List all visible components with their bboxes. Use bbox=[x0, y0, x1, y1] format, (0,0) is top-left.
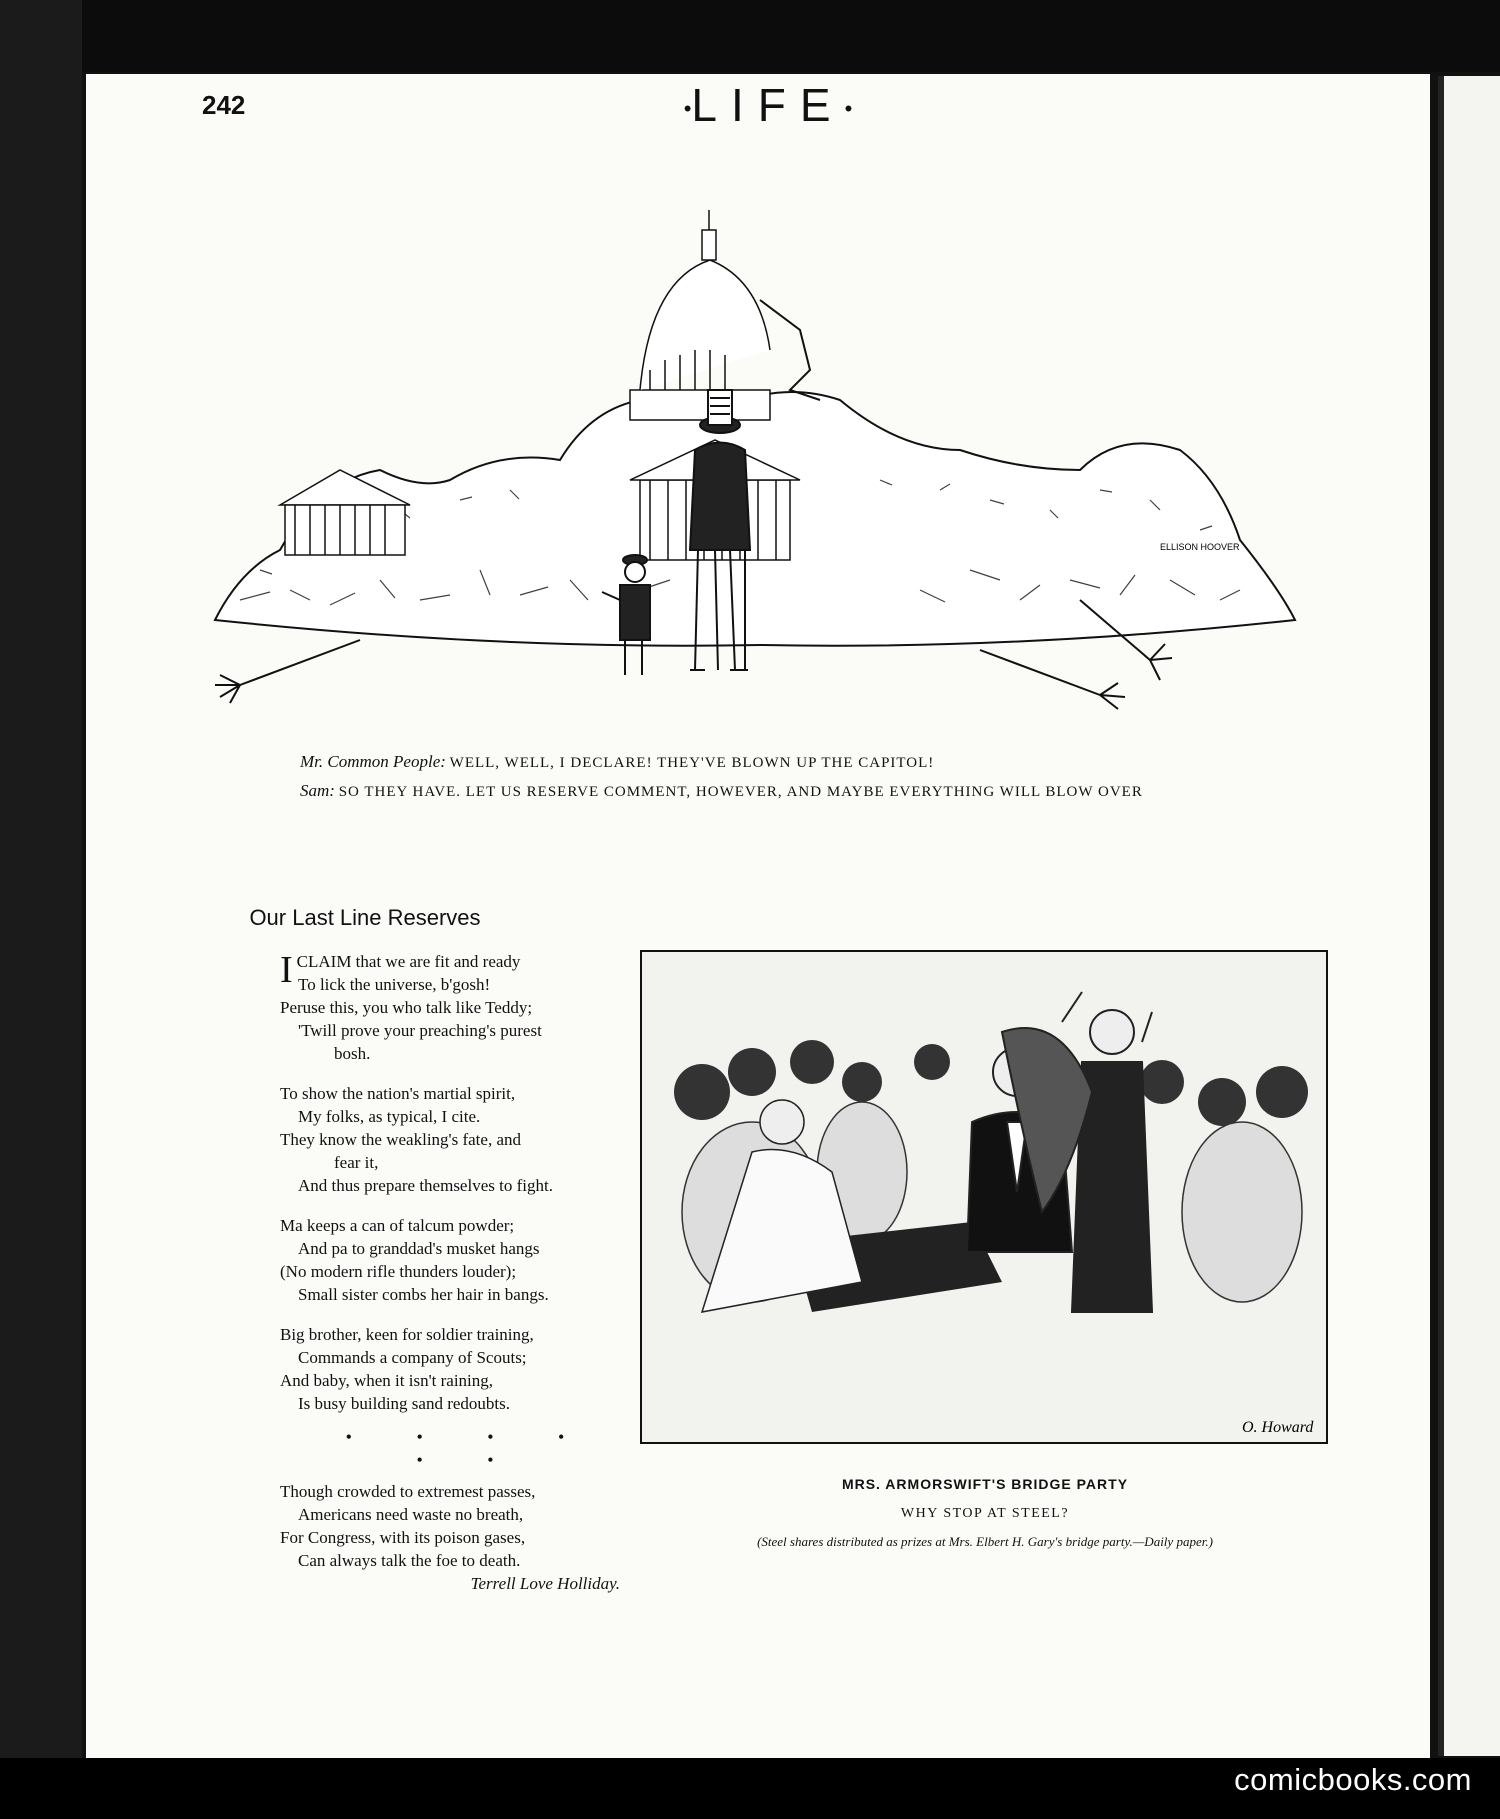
poem-body bbox=[280, 950, 620, 1612]
poem-author: Terrell Love Holliday. bbox=[470, 1574, 620, 1593]
stanza-5: Though crowded to extremest passes, Americans need waste no breath, For Congress, with its poison gases, Can always talk the foe to death. Terrell Love Holliday. bbox=[280, 1482, 620, 1593]
stanza-4: Big brother, keen for soldier training, Commands a company of Scouts; And baby, when it isn't raining, Is busy building sand redoubts. bbox=[280, 1325, 534, 1413]
adjacent-page-edge bbox=[1438, 76, 1500, 1756]
bottom-artist-signature: O. Howard bbox=[1242, 1419, 1314, 1436]
stanza-1: ICLAIM that we are fit and ready To lick the universe, b'gosh! Peruse this, you who talk like Teddy; 'Twill prove your preaching's purest bosh. bbox=[280, 949, 542, 1063]
poem-title: Our Last Line Reserves bbox=[249, 905, 481, 930]
masthead: •LIFE• bbox=[683, 79, 853, 131]
stanza-separator: • • • • • • bbox=[345, 1427, 595, 1470]
bridge-party-title: MRS. ARMORSWIFT'S BRIDGE PARTY bbox=[841, 1476, 1129, 1492]
bridge-party-illustration bbox=[640, 950, 1328, 1444]
drop-cap: I bbox=[280, 949, 293, 991]
bridge-party-note: (Steel shares distributed as prizes at Mrs. Elbert H. Gary's bridge party.—Daily paper.) bbox=[757, 1534, 1213, 1549]
page-number: 242 bbox=[202, 90, 246, 120]
bridge-party-subtitle: WHY STOP AT STEEL? bbox=[900, 1506, 1070, 1521]
caption-line-2: Sam: SO THEY HAVE. LET US RESERVE COMMENT, HOWEVER, AND MAYBE EVERYTHING WILL BLOW OVER bbox=[300, 781, 1143, 800]
caption-line-1: Mr. Common People: WELL, WELL, I DECLARE! THEY'VE BLOWN UP THE CAPITOL! bbox=[300, 752, 935, 771]
capitol-ruins-illustration bbox=[120, 150, 1300, 710]
top-artist-signature: ELLISON HOOVER bbox=[1160, 542, 1240, 552]
scan-left-edge bbox=[0, 0, 82, 1819]
masthead-title: LIFE bbox=[691, 79, 845, 131]
top-cartoon-caption bbox=[300, 748, 1200, 806]
stanza-2: To show the nation's martial spirit, My folks, as typical, I cite. They know the weakling's fate, and fear it, And thus prepare themselves to fight. bbox=[280, 1084, 553, 1195]
stanza-3: Ma keeps a can of talcum powder; And pa to granddad's musket hangs (No modern rifle thunders louder); Small sister combs her hair in bangs. bbox=[280, 1216, 549, 1304]
scan-top-edge bbox=[0, 0, 1500, 72]
site-watermark: comicbooks.com bbox=[1234, 1762, 1472, 1797]
